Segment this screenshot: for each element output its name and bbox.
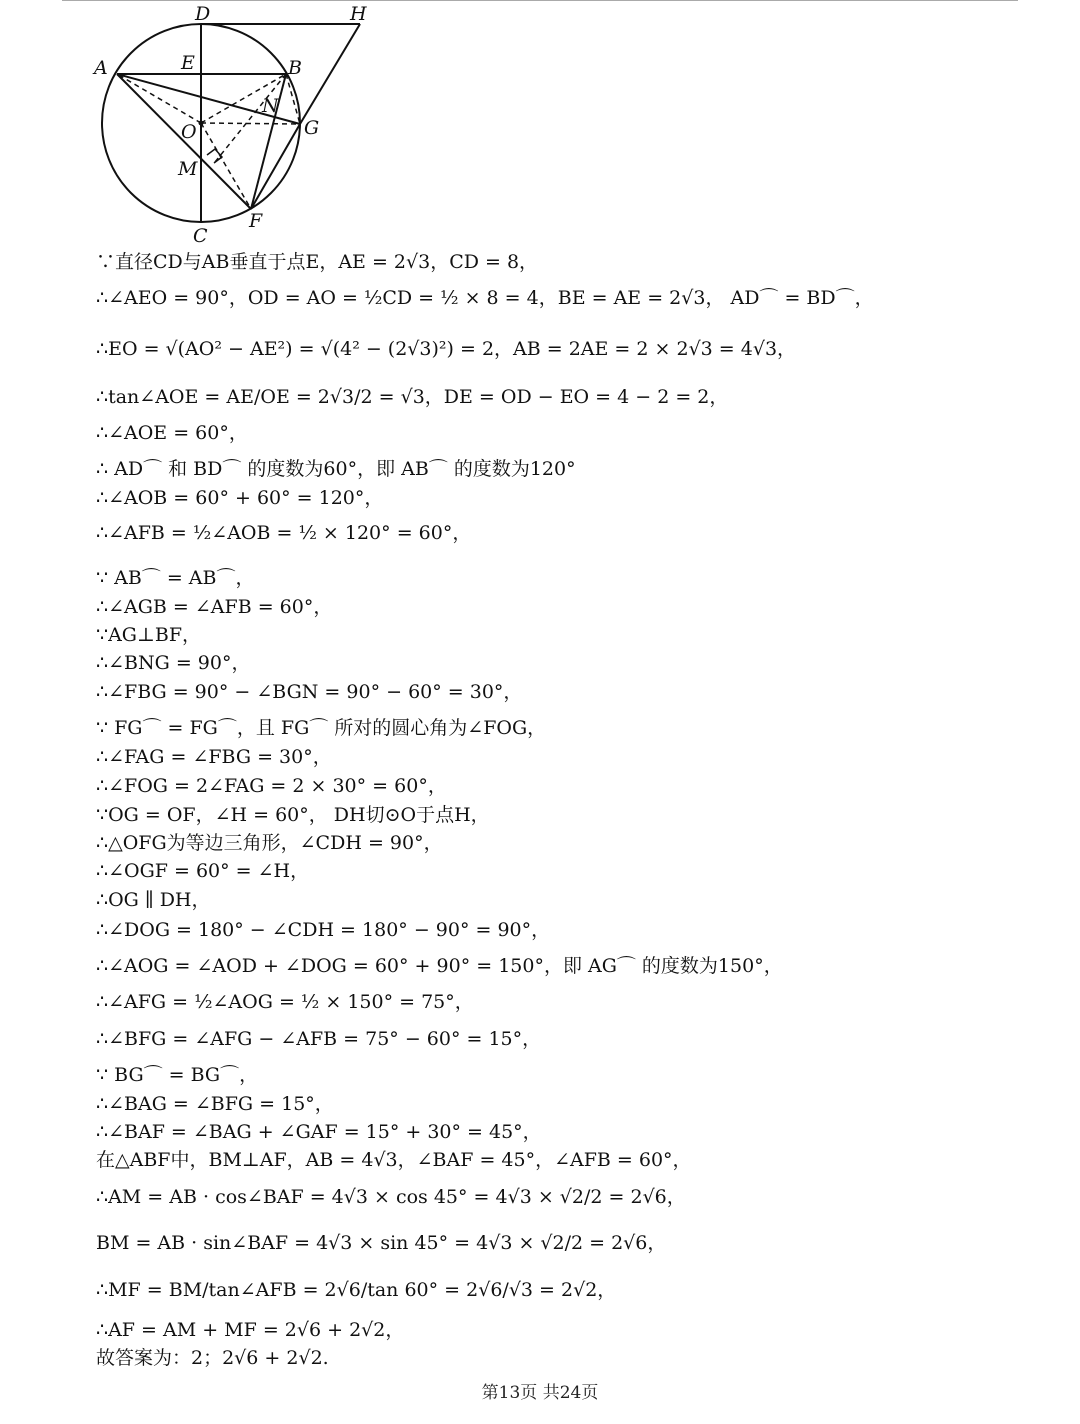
solution-line: ∴∠AFG = ½∠AOG = ½ × 150° = 75°，: [96, 991, 474, 1013]
solution-line: ∴∠FAG = ∠FBG = 30°，: [96, 746, 332, 768]
solution-line: ∵ AB⌒ = AB⌒，: [96, 567, 255, 589]
solution-line: ∵AG⊥BF，: [96, 624, 202, 646]
solution-line: ∴∠AOG = ∠AOD + ∠DOG = 60° + 90° = 150°，即 AG⌒ 的度数为150°，: [96, 955, 783, 977]
solution-line: ∵ FG⌒ = FG⌒，且 FG⌒ 所对的圆心角为∠FOG，: [96, 717, 547, 739]
solution-line: ∴∠AOE = 60°，: [96, 422, 248, 444]
solution-line: BM = AB · sin∠BAF = 4√3 × sin 45° = 4√3 × √2/2 = 2√6，: [96, 1232, 667, 1254]
solution-line: ∴EO = √(AO² − AE²) = √(4² − (2√3)²) = 2，AB = 2AE = 2 × 2√3 = 4√3，: [96, 338, 797, 360]
solution-line: ∵直径CD与AB垂直于点E，AE = 2√3，CD = 8，: [96, 251, 539, 273]
solution-line: ∴MF = BM/tan∠AFB = 2√6/tan 60° = 2√6/√3 = 2√2，: [96, 1279, 617, 1301]
solution-line: ∵OG = OF，∠H = 60°， DH切⊙O于点H，: [96, 804, 490, 826]
solution-line: ∴∠BAF = ∠BAG + ∠GAF = 15° + 30° = 45°，: [96, 1121, 542, 1143]
label-c: C: [193, 225, 208, 247]
label-n: N: [262, 95, 279, 117]
label-d: D: [195, 3, 211, 25]
segment-gf: [251, 124, 300, 209]
solution-line: ∴△OFG为等边三角形，∠CDH = 90°，: [96, 832, 443, 854]
solution-line: ∴∠OGF = 60° = ∠H，: [96, 860, 310, 882]
solution-line: ∴OG ∥ DH，: [96, 889, 211, 911]
solution-line: ∴AF = AM + MF = 2√6 + 2√2，: [96, 1319, 405, 1341]
solution-line: ∴∠FOG = 2∠FAG = 2 × 30° = 60°，: [96, 775, 447, 797]
label-f: F: [249, 210, 263, 232]
solution-line: ∴∠AGB = ∠AFB = 60°，: [96, 596, 333, 618]
page-footer: 第13页 共24页: [481, 1383, 599, 1403]
label-g: G: [304, 117, 320, 139]
solution-line: ∴∠AFB = ½∠AOB = ½ × 120° = 60°，: [96, 522, 472, 544]
label-o: O: [181, 121, 197, 143]
solution-line: ∴∠BAG = ∠BFG = 15°，: [96, 1093, 334, 1115]
solution-line: ∵ BG⌒ = BG⌒，: [96, 1064, 259, 1086]
solution-line: ∴AM = AB · cos∠BAF = 4√3 × cos 45° = 4√3 × √2/2 = 2√6，: [96, 1186, 686, 1208]
segment-hg: [300, 24, 360, 124]
solution-line: 在△ABF中，BM⊥AF，AB = 4√3，∠BAF = 45°，∠AFB = 60°，: [96, 1149, 692, 1171]
solution-line: ∴∠FBG = 90° − ∠BGN = 90° − 60° = 30°，: [96, 681, 523, 703]
geometry-figure: [84, 0, 384, 248]
label-a: A: [94, 57, 108, 79]
label-h: H: [350, 3, 367, 25]
solution-line: ∴∠AEO = 90°，OD = AO = ½CD = ½ × 8 = 4，BE = AE = 2√3， AD⌒ = BD⌒，: [96, 287, 874, 309]
solution-line: ∴tan∠AOE = AE/OE = 2√3/2 = √3，DE = OD − EO = 4 − 2 = 2，: [96, 386, 729, 408]
label-m: M: [178, 158, 198, 180]
label-b: B: [288, 57, 302, 79]
solution-line: ∴∠BFG = ∠AFG − ∠AFB = 75° − 60° = 15°，: [96, 1028, 542, 1050]
solution-line: ∴∠DOG = 180° − ∠CDH = 180° − 90° = 90°，: [96, 919, 551, 941]
solution-line: ∴∠BNG = 90°，: [96, 652, 251, 674]
solution-line: 故答案为：2；2√6 + 2√2.: [96, 1347, 329, 1369]
segment-og: [201, 123, 300, 124]
label-e: E: [181, 52, 195, 74]
solution-line: ∴ AD⌒ 和 BD⌒ 的度数为60°，即 AB⌒ 的度数为120°: [96, 458, 576, 480]
center-dot: [199, 121, 204, 126]
solution-line: ∴∠AOB = 60° + 60° = 120°，: [96, 487, 384, 509]
